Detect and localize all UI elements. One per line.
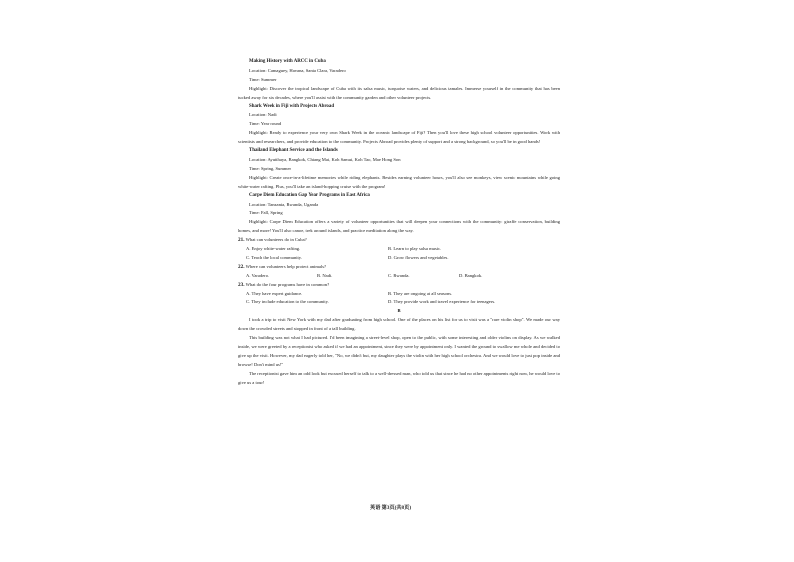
options-row xyxy=(238,298,560,307)
section-heading: B xyxy=(397,308,401,314)
question xyxy=(238,263,560,272)
option-c: C. Teach the local community. xyxy=(246,254,302,260)
program-highlight: Highlight: Discover the tropical landscape of Cuba with its salsa music, turquoise waters, and delicious tamales. Immerse yourself in the community that has been tucked away for six decades, where you'll assist with the community garden and other volunteer projects. xyxy=(238,85,560,100)
program-location: Location: Ayutthaya, Bangkok, Chiang Mai, Koh Samui, Koh Tao, Mae Hong Son xyxy=(249,156,401,162)
program-title: Shark Week in Fiji with Projects Abroad xyxy=(249,103,335,109)
question-number: 22. xyxy=(238,263,245,270)
program-highlight: Highlight: Create once-in-a-lifetime memories while riding elephants. Besides earning volunteer hours, you'll also see monkeys, view scenic mountains while going white-water rafting. Plus, you'll take an island-hopping cruise with the program! xyxy=(238,174,560,189)
program-time: Time: Spring, Summer xyxy=(249,165,292,171)
program-title: Carpe Diem Education Gap Year Programs in East Africa xyxy=(249,192,370,198)
option-d: D. Bangkok. xyxy=(459,272,483,278)
options-row xyxy=(238,290,560,299)
program-location: Location: Tanzania, Rwanda, Uganda xyxy=(249,201,319,207)
program-title: Making History with ARCC in Cuba xyxy=(249,59,326,64)
program-location: Location: Camaguey, Havana, Santa Clara, Varadero xyxy=(249,67,346,73)
question xyxy=(238,236,560,245)
option-b: B. Learn to play salsa music. xyxy=(388,246,442,252)
question-text: Where can volunteers help protect animals? xyxy=(245,263,327,269)
passage-paragraph: This building was not what I had pictured. I'd been imagining a street-level shop, open to the public, with some interesting and older violins on display. As we walked inside, we were greeted by a receptionist who asked if we had an appointment, since they were by appointment only. I wanted the ground to swallow me whole and decided to give up the visit. However, my dad eagerly told her, "No, we didn't but, my daughter plays the violin with her high school orchestra. And we would love to just pop inside and browse! Don't mind us!" xyxy=(238,335,560,367)
program-location: Location: Nadi xyxy=(249,112,277,118)
question-number: 21. xyxy=(238,237,245,244)
question-text: What can volunteers do in Cuba? xyxy=(245,237,307,243)
option-b: B. Nadi. xyxy=(317,272,333,278)
option-a: A. They have expert guidance. xyxy=(246,290,303,296)
options-row xyxy=(238,245,560,254)
program-highlight: Highlight: Ready to experience your very own Shark Week in the oceanic landscape of Fiji? Then you'll love these high school volunteer opportunities. Work with scientists and researchers, and provide education to the community. Projects Abroad provides plenty of support and a strong background, so you'll be in good hands! xyxy=(238,130,560,145)
program-time: Time: Year round xyxy=(249,121,282,127)
question-text: What do the four programs have in common? xyxy=(245,281,330,287)
options-row xyxy=(238,254,560,263)
passage-paragraph: The receptionist gave him an odd look but excused herself to talk to a well-dressed man, who told us that since he had no other appointments right now, he would love to give us a tour! xyxy=(238,370,560,385)
program-title: Thailand Elephant Service and the Islands xyxy=(249,148,338,154)
option-b: B. They are ongoing at all seasons. xyxy=(388,290,453,296)
question xyxy=(238,281,560,290)
options-row xyxy=(238,272,560,281)
question-number: 23. xyxy=(238,281,245,288)
program-time: Time: Summer xyxy=(249,76,277,82)
option-d: D. They provide work and travel experience for teenagers. xyxy=(388,299,496,305)
option-a: A. Varadero. xyxy=(246,272,270,278)
program-time: Time: Fall, Spring xyxy=(249,210,283,216)
option-d: D. Grow flowers and vegetables. xyxy=(388,254,449,260)
option-c: C. They include education to the community. xyxy=(246,299,329,305)
option-c: C. Rwanda. xyxy=(388,272,410,278)
passage-paragraph: I took a trip to visit New York with my dad after graduating from high school. One of the places on his list for us to visit was a "rare violin shop". We made our way down the crowded streets and stopped in front of a tall building. xyxy=(238,317,560,332)
option-a: A. Enjoy white-water rafting. xyxy=(246,246,301,252)
page-footer: 英语 第3页(共8页) xyxy=(370,505,412,511)
page-content xyxy=(238,58,560,388)
program-highlight: Highlight: Carpe Diem Education offers a variety of volunteer opportunities that will deepen your connections with the community: giraffe conservation, building homes, and more! You'll also canoe, trek around islands, and practice meditation along the way. xyxy=(238,219,560,234)
